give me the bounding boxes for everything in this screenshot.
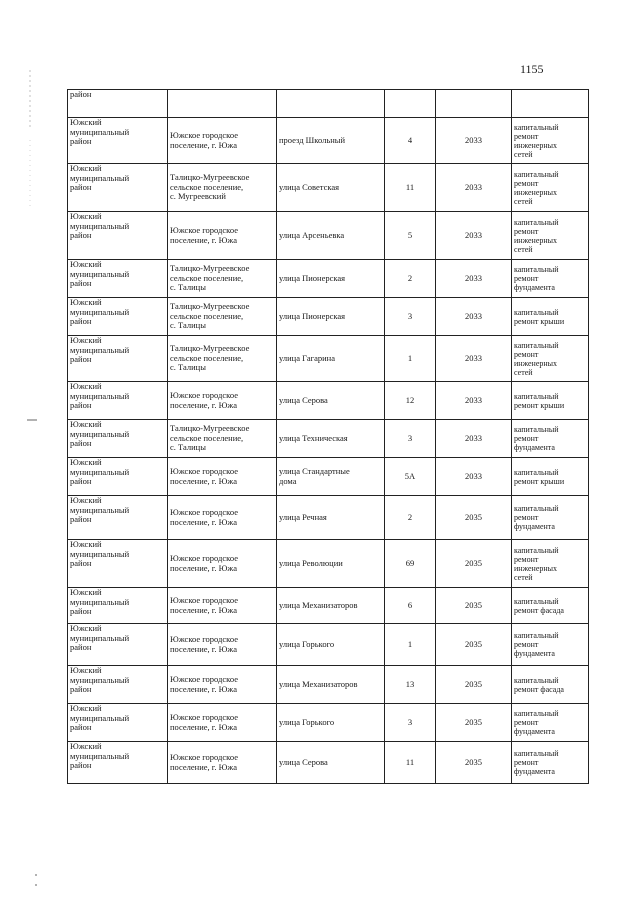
year-cell: 2033	[436, 458, 512, 496]
year-cell	[436, 90, 512, 118]
street-cell: улица Горького	[277, 704, 385, 742]
street-cell: улица Пионерская	[277, 298, 385, 336]
settlement-cell: Южское городское поселение, г. Южа	[168, 704, 277, 742]
work-cell: капитальный ремонт фундамента	[512, 704, 589, 742]
year-cell: 2035	[436, 624, 512, 666]
work-cell: капитальный ремонт инженерных сетей	[512, 118, 589, 164]
work-cell: капитальный ремонт крыши	[512, 298, 589, 336]
settlement-cell: Южское городское поселение, г. Южа	[168, 666, 277, 704]
table-row	[68, 540, 589, 588]
settlement-cell: Южское городское поселение, г. Южа	[168, 588, 277, 624]
house-cell: 11	[385, 742, 436, 784]
table-row	[68, 458, 589, 496]
settlement-cell: Южское городское поселение, г. Южа	[168, 382, 277, 420]
district-cell: Южский муниципальный район	[68, 382, 168, 420]
repair-schedule-table	[67, 89, 589, 784]
street-cell: улица Пионерская	[277, 260, 385, 298]
year-cell: 2033	[436, 420, 512, 458]
table-row	[68, 624, 589, 666]
settlement-cell: Талицко-Мугреевское сельское поселение, с. Мугреевский	[168, 164, 277, 212]
settlement-cell: Талицко-Мугреевское сельское поселение, с. Талицы	[168, 298, 277, 336]
work-cell: капитальный ремонт фундамента	[512, 420, 589, 458]
settlement-cell: Талицко-Мугреевское сельское поселение, с. Талицы	[168, 336, 277, 382]
street-cell: улица Гагарина	[277, 336, 385, 382]
house-cell: 6	[385, 588, 436, 624]
street-cell: улица Речная	[277, 496, 385, 540]
year-cell: 2035	[436, 588, 512, 624]
work-cell: капитальный ремонт инженерных сетей	[512, 540, 589, 588]
street-cell: улица Горького	[277, 624, 385, 666]
district-cell: Южский муниципальный район	[68, 336, 168, 382]
year-cell: 2035	[436, 496, 512, 540]
street-cell: проезд Школьный	[277, 118, 385, 164]
table-row	[68, 298, 589, 336]
street-cell: улица Стандартные дома	[277, 458, 385, 496]
table-row	[68, 382, 589, 420]
house-cell: 2	[385, 260, 436, 298]
work-cell	[512, 90, 589, 118]
table-row	[68, 118, 589, 164]
house-cell: 69	[385, 540, 436, 588]
house-cell: 13	[385, 666, 436, 704]
district-cell: Южский муниципальный район	[68, 496, 168, 540]
street-cell: улица Механизаторов	[277, 588, 385, 624]
district-cell: Южский муниципальный район	[68, 298, 168, 336]
street-cell: улица Механизаторов	[277, 666, 385, 704]
district-cell: Южский муниципальный район	[68, 540, 168, 588]
street-cell: улица Советская	[277, 164, 385, 212]
district-cell: район	[68, 90, 168, 118]
settlement-cell: Южское городское поселение, г. Южа	[168, 212, 277, 260]
district-cell: Южский муниципальный район	[68, 624, 168, 666]
year-cell: 2033	[436, 164, 512, 212]
settlement-cell: Южское городское поселение, г. Южа	[168, 458, 277, 496]
year-cell: 2033	[436, 260, 512, 298]
settlement-cell	[168, 90, 277, 118]
settlement-cell: Южское городское поселение, г. Южа	[168, 742, 277, 784]
year-cell: 2033	[436, 118, 512, 164]
work-cell: капитальный ремонт крыши	[512, 382, 589, 420]
work-cell: капитальный ремонт инженерных сетей	[512, 164, 589, 212]
street-cell	[277, 90, 385, 118]
street-cell: улица Революции	[277, 540, 385, 588]
house-cell: 12	[385, 382, 436, 420]
house-cell: 11	[385, 164, 436, 212]
house-cell: 2	[385, 496, 436, 540]
street-cell: улица Серова	[277, 742, 385, 784]
district-cell: Южский муниципальный район	[68, 164, 168, 212]
district-cell: Южский муниципальный район	[68, 212, 168, 260]
settlement-cell: Талицко-Мугреевское сельское поселение, с. Талицы	[168, 260, 277, 298]
table-row	[68, 742, 589, 784]
year-cell: 2033	[436, 298, 512, 336]
table-row	[68, 496, 589, 540]
settlement-cell: Южское городское поселение, г. Южа	[168, 624, 277, 666]
settlement-cell: Южское городское поселение, г. Южа	[168, 118, 277, 164]
work-cell: капитальный ремонт фундамента	[512, 624, 589, 666]
settlement-cell: Южское городское поселение, г. Южа	[168, 496, 277, 540]
district-cell: Южский муниципальный район	[68, 458, 168, 496]
work-cell: капитальный ремонт фасада	[512, 588, 589, 624]
district-cell: Южский муниципальный район	[68, 666, 168, 704]
table-row-continued	[68, 90, 589, 118]
street-cell: улица Серова	[277, 382, 385, 420]
house-cell: 5А	[385, 458, 436, 496]
house-cell	[385, 90, 436, 118]
district-cell: Южский муниципальный район	[68, 742, 168, 784]
table-row	[68, 704, 589, 742]
table-row	[68, 164, 589, 212]
work-cell: капитальный ремонт фундамента	[512, 496, 589, 540]
work-cell: капитальный ремонт инженерных сетей	[512, 212, 589, 260]
house-cell: 3	[385, 420, 436, 458]
work-cell: капитальный ремонт фасада	[512, 666, 589, 704]
work-cell: капитальный ремонт фундамента	[512, 742, 589, 784]
house-cell: 3	[385, 298, 436, 336]
year-cell: 2035	[436, 540, 512, 588]
district-cell: Южский муниципальный район	[68, 588, 168, 624]
district-cell: Южский муниципальный район	[68, 420, 168, 458]
house-cell: 3	[385, 704, 436, 742]
street-cell: улица Арсеньевка	[277, 212, 385, 260]
house-cell: 5	[385, 212, 436, 260]
district-cell: Южский муниципальный район	[68, 118, 168, 164]
table-row	[68, 420, 589, 458]
year-cell: 2035	[436, 742, 512, 784]
work-cell: капитальный ремонт фундамента	[512, 260, 589, 298]
house-cell: 1	[385, 336, 436, 382]
district-cell: Южский муниципальный район	[68, 704, 168, 742]
year-cell: 2035	[436, 666, 512, 704]
work-cell: капитальный ремонт инженерных сетей	[512, 336, 589, 382]
scan-margin-marks	[7, 70, 37, 900]
year-cell: 2033	[436, 382, 512, 420]
year-cell: 2033	[436, 336, 512, 382]
house-cell: 1	[385, 624, 436, 666]
table-row	[68, 588, 589, 624]
street-cell: улица Техническая	[277, 420, 385, 458]
year-cell: 2033	[436, 212, 512, 260]
work-cell: капитальный ремонт крыши	[512, 458, 589, 496]
settlement-cell: Южское городское поселение, г. Южа	[168, 540, 277, 588]
table-row	[68, 336, 589, 382]
settlement-cell: Талицко-Мугреевское сельское поселение, с. Талицы	[168, 420, 277, 458]
page-number: 1155	[520, 62, 544, 76]
house-cell: 4	[385, 118, 436, 164]
table-row	[68, 212, 589, 260]
year-cell: 2035	[436, 704, 512, 742]
district-cell: Южский муниципальный район	[68, 260, 168, 298]
table-row	[68, 666, 589, 704]
table-row	[68, 260, 589, 298]
